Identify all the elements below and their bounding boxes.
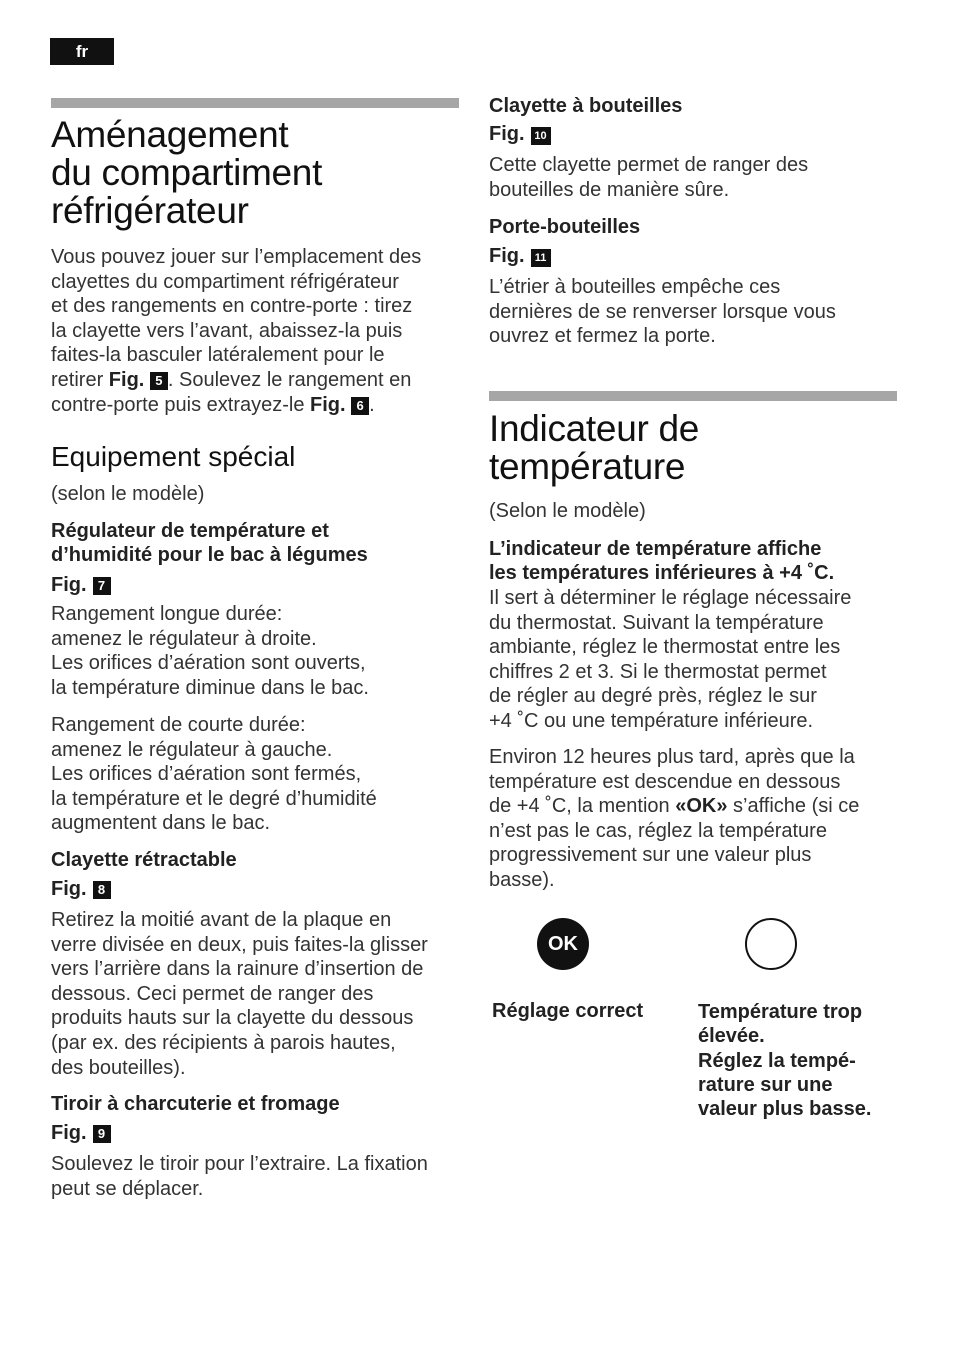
section-rule-right [489, 391, 897, 401]
indicator-paragraph-1: Il sert à déterminer le réglage nécessaire du thermostat. Suivant la température ambiante, réglez le thermostat entre les chiffres 2 et 3. Si le thermostat permet de régler au degré près, réglez le sur +4 ˚C ou une température inférieure. [489, 587, 852, 732]
language-tab: fr [50, 38, 114, 65]
page-title: Aménagement du compartiment réfrigérateur [51, 114, 323, 231]
section-title-equipement: Equipement spécial [51, 441, 296, 472]
porte-bouteilles-title: Porte-bouteilles [489, 216, 641, 238]
section-rule-left [51, 98, 459, 108]
empty-indicator-icon [745, 918, 797, 970]
regulator-paragraph-2: Rangement de courte durée: amenez le régulateur à gauche. Les orifices d’aération sont fermés, la température et le degré d’humidité augmentent dans le bac. [51, 714, 377, 835]
regulator-title: Régulateur de température et d’humidité pour le bac à légumes [51, 520, 368, 566]
figure-10-ref: Fig. 10 [489, 122, 551, 146]
figure-9-ref: Fig. 9 [51, 1121, 111, 1145]
clayette-bouteilles-paragraph: Cette clayette permet de ranger des bouteilles de manière sûre. [489, 154, 809, 201]
figure-7-ref: Fig. 7 [51, 573, 111, 597]
indicator-paragraph-2: Environ 12 heures plus tard, après que la température est descendue en dessous de +4 ˚C, la mention «OK» s’affiche (si ce n’est pas le cas, réglez la température progressivement sur une valeur plus basse). [489, 746, 860, 891]
clayette-retractable-paragraph: Retirez la moitié avant de la plaque en verre divisée en deux, puis faites-la glisser vers l’arrière dans la rainure d’insertion de dessous. Ceci permet de ranger des produits hauts sur la clayette du dessous (par ex. des récipients à parois hautes, des bouteilles). [51, 909, 428, 1079]
indicator-bold-intro: L’indicateur de température affiche les températures inférieures à +4 ˚C. [489, 538, 835, 584]
ok-indicator-icon: OK [537, 918, 589, 970]
figure-6-badge: 6 [351, 397, 369, 415]
clayette-retractable-title: Clayette rétractable [51, 849, 237, 871]
indicator-title: Indicateur de température [489, 408, 700, 487]
indicator-note: (Selon le modèle) [489, 500, 646, 522]
tiroir-paragraph: Soulevez le tiroir pour l’extraire. La fixation peut se déplacer. [51, 1153, 428, 1200]
clayette-bouteilles-title: Clayette à bouteilles [489, 95, 683, 117]
porte-bouteilles-paragraph: L’étrier à bouteilles empêche ces dernières de se renverser lorsque vous ouvrez et fermez la porte. [489, 276, 836, 348]
section-note: (selon le modèle) [51, 483, 205, 505]
figure-11-ref: Fig. 11 [489, 244, 551, 268]
figure-5-badge: 5 [150, 372, 168, 390]
tiroir-title: Tiroir à charcuterie et fromage [51, 1093, 340, 1115]
figure-8-ref: Fig. 8 [51, 877, 111, 901]
regulator-paragraph-1: Rangement longue durée: amenez le régulateur à droite. Les orifices d’aération sont ouverts, la température diminue dans le bac. [51, 603, 369, 699]
caption-correct: Réglage correct [492, 1000, 644, 1022]
intro-paragraph: Vous pouvez jouer sur l’emplacement des clayettes du compartiment réfrigérateur et des rangements en contre-porte : tirez la clayette vers l’avant, abaissez-la puis faites-la basculer latéralement pour le retirer Fig. 5 . Soulevez le rangement en contre-porte puis extrayez-le Fig. 6 . [51, 246, 422, 416]
caption-too-high: Température trop élevée. Réglez la tempé- rature sur une valeur plus basse. [698, 1001, 872, 1121]
